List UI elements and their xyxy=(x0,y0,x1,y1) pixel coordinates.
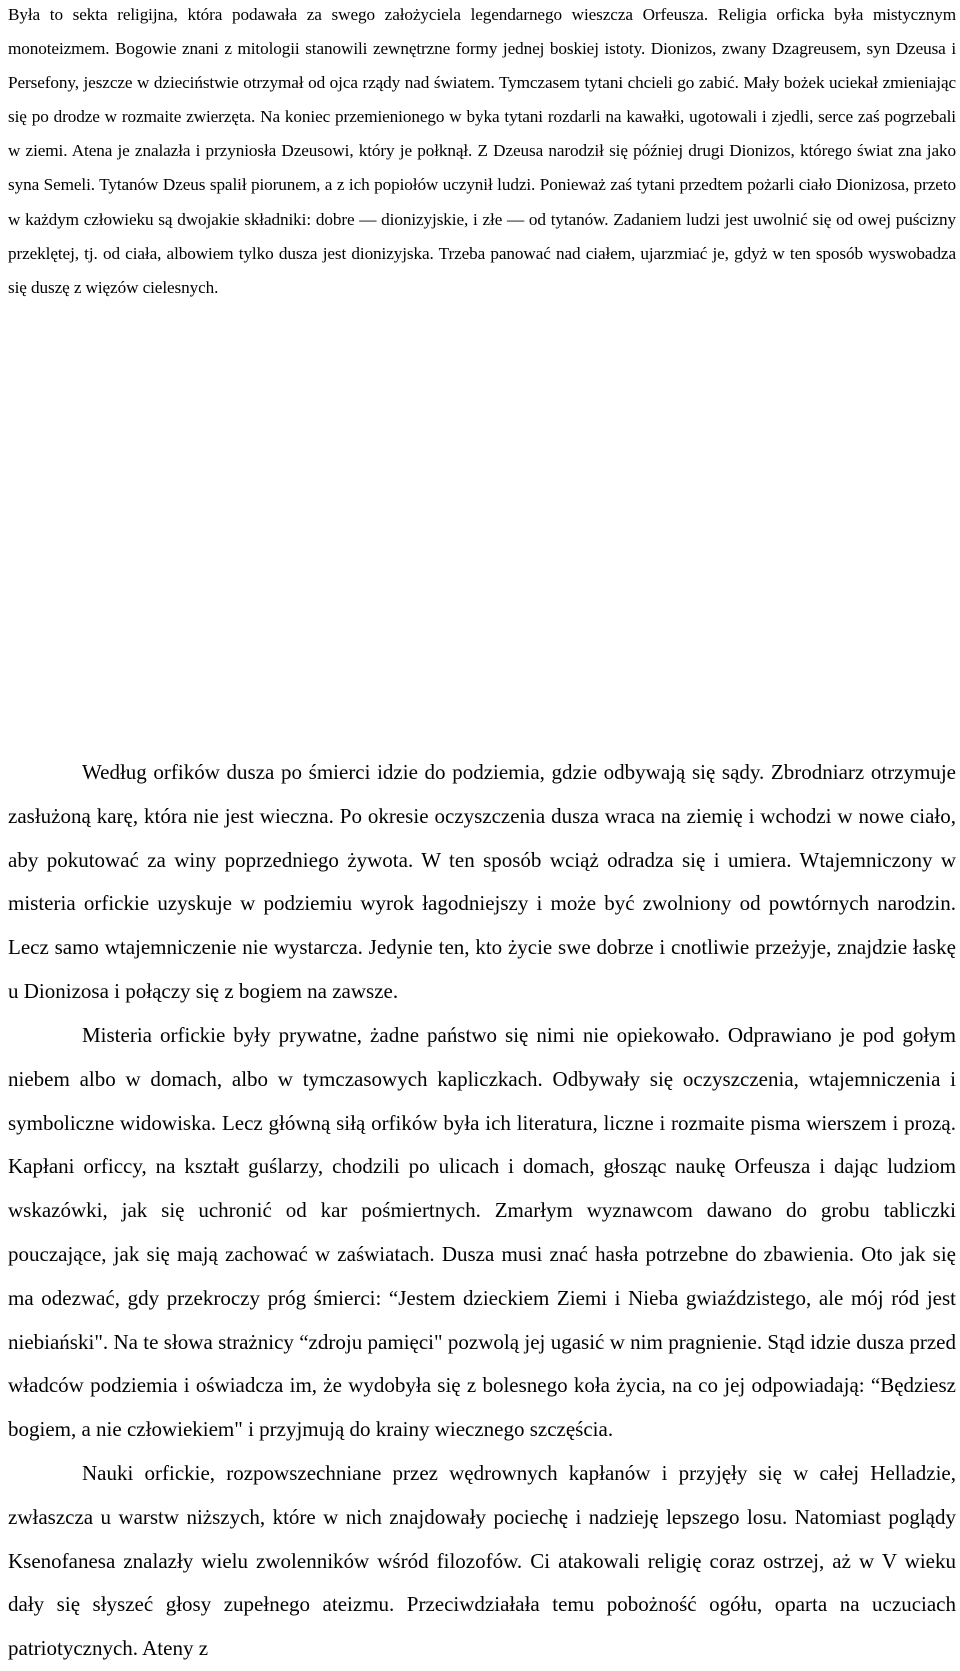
paragraph-afterlife-judgment: Według orfików dusza po śmierci idzie do podziemia, gdzie odbywają się sądy. Zbrodniarz otrzymuje zasłużoną karę, która nie jest wieczna. Po okresie oczyszczenia dusza wraca na ziemię i wchodzi w nowe ciało, aby pokutować za winy poprzedniego żywota. W ten sposób wciąż odradza się i umiera. Wtajemniczony w misteria orfickie uzyskuje w podziemiu wyrok łagodniejszy i może być zwolniony od powtórnych narodzin. Lecz samo wtajemniczenie nie wystarcza. Jedynie ten, kto życie swe dobrze i cnotliwie przeżyje, znajdzie łaskę u Dionizosa i połączy się z bogiem na zawsze. xyxy=(8,760,956,1003)
paragraph-orphic-myth: Była to sekta religijna, która podawała za swego założyciela legendarnego wieszcza Orfeusza. Religia orficka była mistycznym monoteizmem. Bogowie znani z mitologii stanowili zewnętrzne formy jednej boskiej istoty. Dionizos, zwany Dzagreusem, syn Dzeusa i Persefony, jeszcze w dzieciństwie otrzymał od ojca rządy nad światem. Tymczasem tytani chcieli go zabić. Mały bożek uciekał zmieniając się po drodze w rozmaite zwierzęta. Na koniec przemienionego w byka tytani rozdarli na kawałki, ugotowali i zjedli, serce zaś pogrzebali w ziemi. Atena je znalazła i przyniosła Dzeusowi, który je połknął. Z Dzeusa narodził się później drugi Dionizos, którego świat zna jako syna Semeli. Tytanów Dzeus spalił piorunem, a z ich popiołów uczynił ludzi. Ponieważ zaś tytani przedtem pożarli ciało Dionizosa, przeto w każdym człowieku są dwojakie składniki: dobre — dionizyjskie, i złe — od tytanów. Zadaniem ludzi jest uwolnić się od owej puścizny przeklętej, tj. od ciała, albowiem tylko dusza jest dionizyjska. Trzeba panować nad ciałem, ujarzmiać je, gdyż w ten sposób wyswobadza się duszę z więzów cielesnych. xyxy=(8,5,956,297)
paragraph-spread-of-teachings: Nauki orfickie, rozpowszechniane przez wędrownych kapłanów i przyjęły się w całej Helladzie, zwłaszcza u warstw niższych, które w nich znajdowały pociechę i nadzieję lepszego losu. Natomiast poglądy Ksenofanesa znalazły wielu zwolenników wśród filozofów. Ci atakowali religię coraz ostrzej, aż w V wieku dały się słyszeć głosy zupełnego ateizmu. Przeciwdziałała temu pobożność ogółu, oparta na uczuciach patriotycznych. Ateny z xyxy=(8,1461,956,1661)
paragraph-orphic-mysteries: Misteria orfickie były prywatne, żadne państwo się nimi nie opiekowało. Odprawiano je pod gołym niebem albo w domach, albo w tymczasowych kapliczkach. Odbywały się oczyszczenia, wtajemniczenia i symboliczne widowiska. Lecz główną siłą orfików była ich literatura, liczne i rozmaite pisma wierszem i prozą. Kapłani orficcy, na kształt guślarzy, chodzili po ulicach i domach, głosząc naukę Orfeusza i dając ludziom wskazówki, jak się uchronić od kar pośmiertnych. Zmarłym wyznawcom dawano do grobu tabliczki pouczające, jak się mają zachować w zaświatach. Dusza musi znać hasła potrzebne do zbawienia. Oto jak się ma odezwać, gdy przekroczy próg śmierci: “Jestem dzieckiem Ziemi i Nieba gwiaździstego, ale mój ród jest niebiański". Na te słowa strażnicy “zdroju pamięci" pozwolą jej ugasić w nim pragnienie. Stąd idzie dusza przed władców podziemia i oświadcza im, że wydobyła się z bolesnego koła życia, na co jej odpowiadają: “Będziesz bogiem, a nie człowiekiem" i przyjmują do krainy wiecznego szczęścia. xyxy=(8,1023,956,1442)
